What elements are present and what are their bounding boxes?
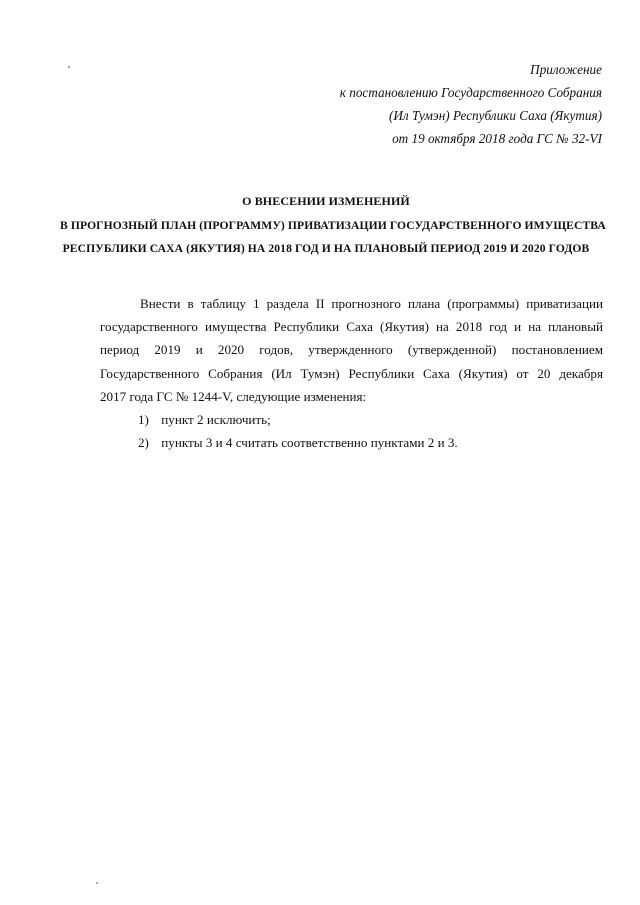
list-item-text: пункт 2 исключить; — [161, 412, 271, 428]
annex-block — [182, 58, 602, 150]
scan-speck — [68, 66, 70, 68]
document-body — [100, 292, 603, 454]
list-item-number: 1) — [138, 412, 149, 428]
body-paragraph — [100, 292, 603, 408]
paragraph-line: 2017 года ГС № 1244-V, следующие изменения: — [100, 388, 367, 404]
changes-list — [100, 408, 603, 454]
scan-speck — [96, 882, 98, 884]
annex-date-number: от 19 октября 2018 года ГС № 32-VI — [392, 131, 602, 146]
title-line-3: РЕСПУБЛИКИ САХА (ЯКУТИЯ) НА 2018 ГОД И НА ПЛАНОВЫЙ ПЕРИОД 2019 И 2020 ГОДОВ — [62, 242, 590, 255]
list-item — [100, 408, 603, 431]
list-item-number: 2) — [138, 435, 149, 451]
document-title — [60, 190, 606, 261]
list-item-text: пункты 3 и 4 считать соответственно пунктами 2 и 3. — [161, 435, 458, 451]
paragraph-line: Внести в таблицу 1 раздела II прогнозного плана (программы) приватизации — [140, 296, 603, 311]
annex-heading: Приложение — [530, 62, 602, 77]
list-item — [100, 431, 603, 454]
annex-resolution-ref: к постановлению Государственного Собрания — [339, 85, 602, 100]
annex-republic-name: (Ил Тумэн) Республики Саха (Якутия) — [388, 108, 602, 123]
paragraph-line: государственного имущества Республики Саха (Якутия) на 2018 год и на плановый — [100, 319, 603, 335]
paragraph-line: Государственного Собрания (Ил Тумэн) Республики Саха (Якутия) от 20 декабря — [100, 365, 603, 381]
title-line-2: В ПРОГНОЗНЫЙ ПЛАН (ПРОГРАММУ) ПРИВАТИЗАЦИИ ГОСУДАРСТВЕННОГО ИМУЩЕСТВА — [60, 218, 606, 232]
paragraph-line: период 2019 и 2020 годов, утвержденного (утвержденной) постановлением — [100, 342, 603, 358]
title-line-1: О ВНЕСЕНИИ ИЗМЕНЕНИЙ — [242, 194, 410, 208]
